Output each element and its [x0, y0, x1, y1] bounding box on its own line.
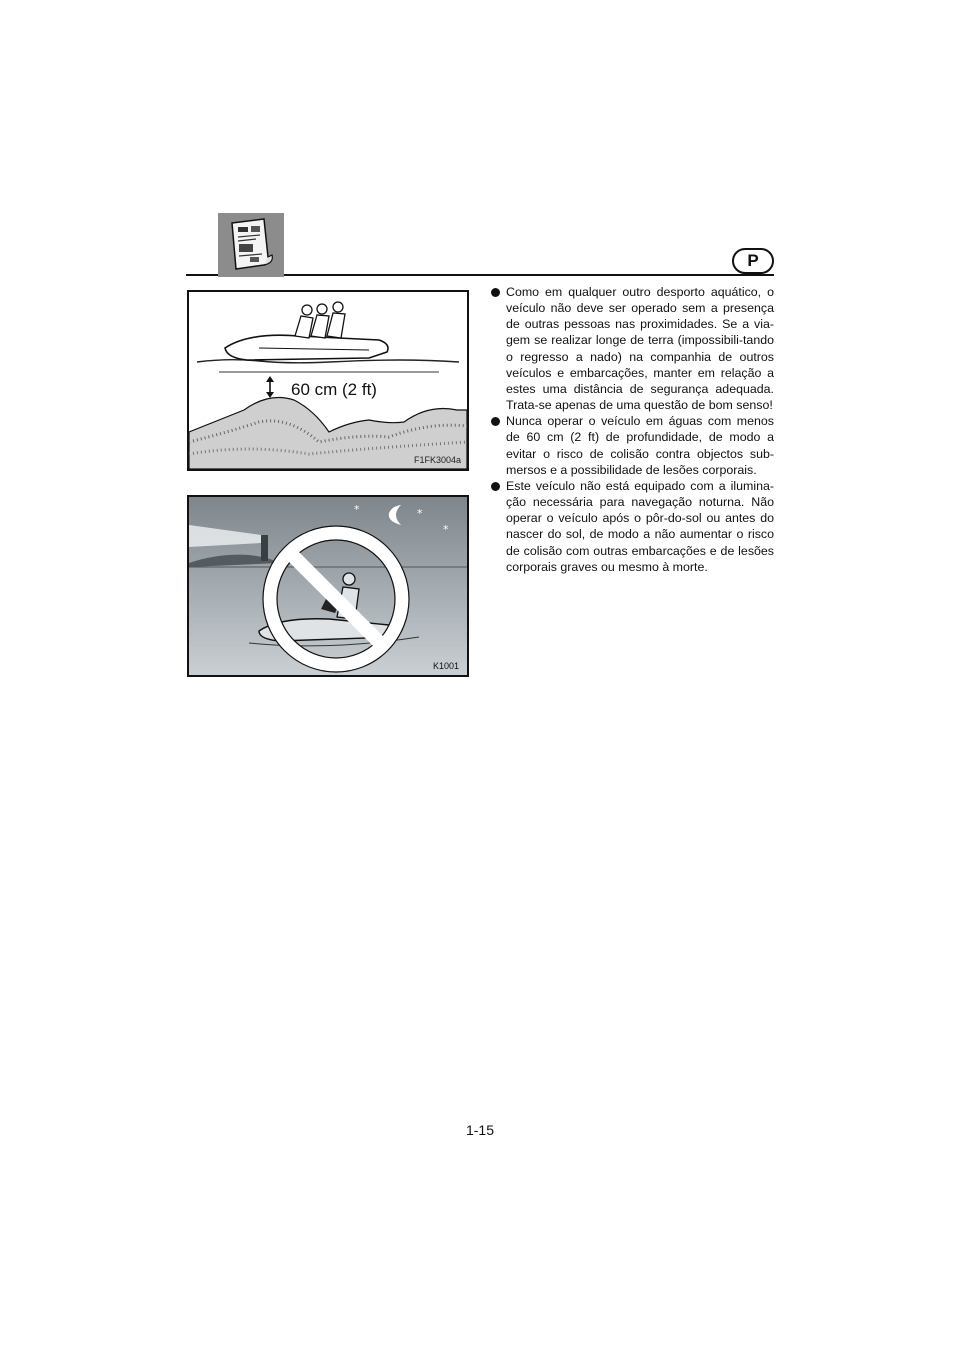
- page-number: 1-15: [465, 1122, 495, 1138]
- list-item: Nunca operar o veículo em águas com menos de 60 cm (2 ft) de profundidade, de modo a evitar o risco de colisão contra objectos sub-mersos e a possibilidade de lesões corporais.: [490, 413, 774, 478]
- prohibition-icon: [189, 497, 467, 675]
- svg-text:*: *: [443, 523, 449, 536]
- list-item: Este veículo não está equipado com a ilumina-ção necessária para navegação noturna. Não operar o veículo após o pôr-do-sol ou antes do nascer do sol, de modo a não aumentar o risco de colisão com outras embarcações e de lesões corporais graves ou mesmo à morte.: [490, 478, 774, 575]
- manual-book-icon: [218, 213, 284, 277]
- figure-code: F1FK3004a: [413, 455, 461, 465]
- night-operation-figure: [187, 495, 469, 677]
- svg-text:*: *: [417, 507, 423, 520]
- depth-label: 60 cm (2 ft): [291, 380, 377, 399]
- svg-text:*: *: [354, 503, 360, 516]
- warning-text-column: [490, 284, 774, 575]
- list-item: Como em qualquer outro desporto aquático, o veículo não deve ser operado sem a presença de outras pessoas nas proximidades. Se a via-gem se realizar longe de terra (impossibili-tando o regresso a nado) na companhia de outros veículos e embarcações, manter em relação a estes uma distância de segurança adequada. Trata-se apenas de uma questão de bom senso!: [490, 284, 774, 413]
- depth-figure: [187, 290, 469, 471]
- figure-code: K1001: [432, 661, 459, 671]
- language-badge: P: [732, 248, 774, 274]
